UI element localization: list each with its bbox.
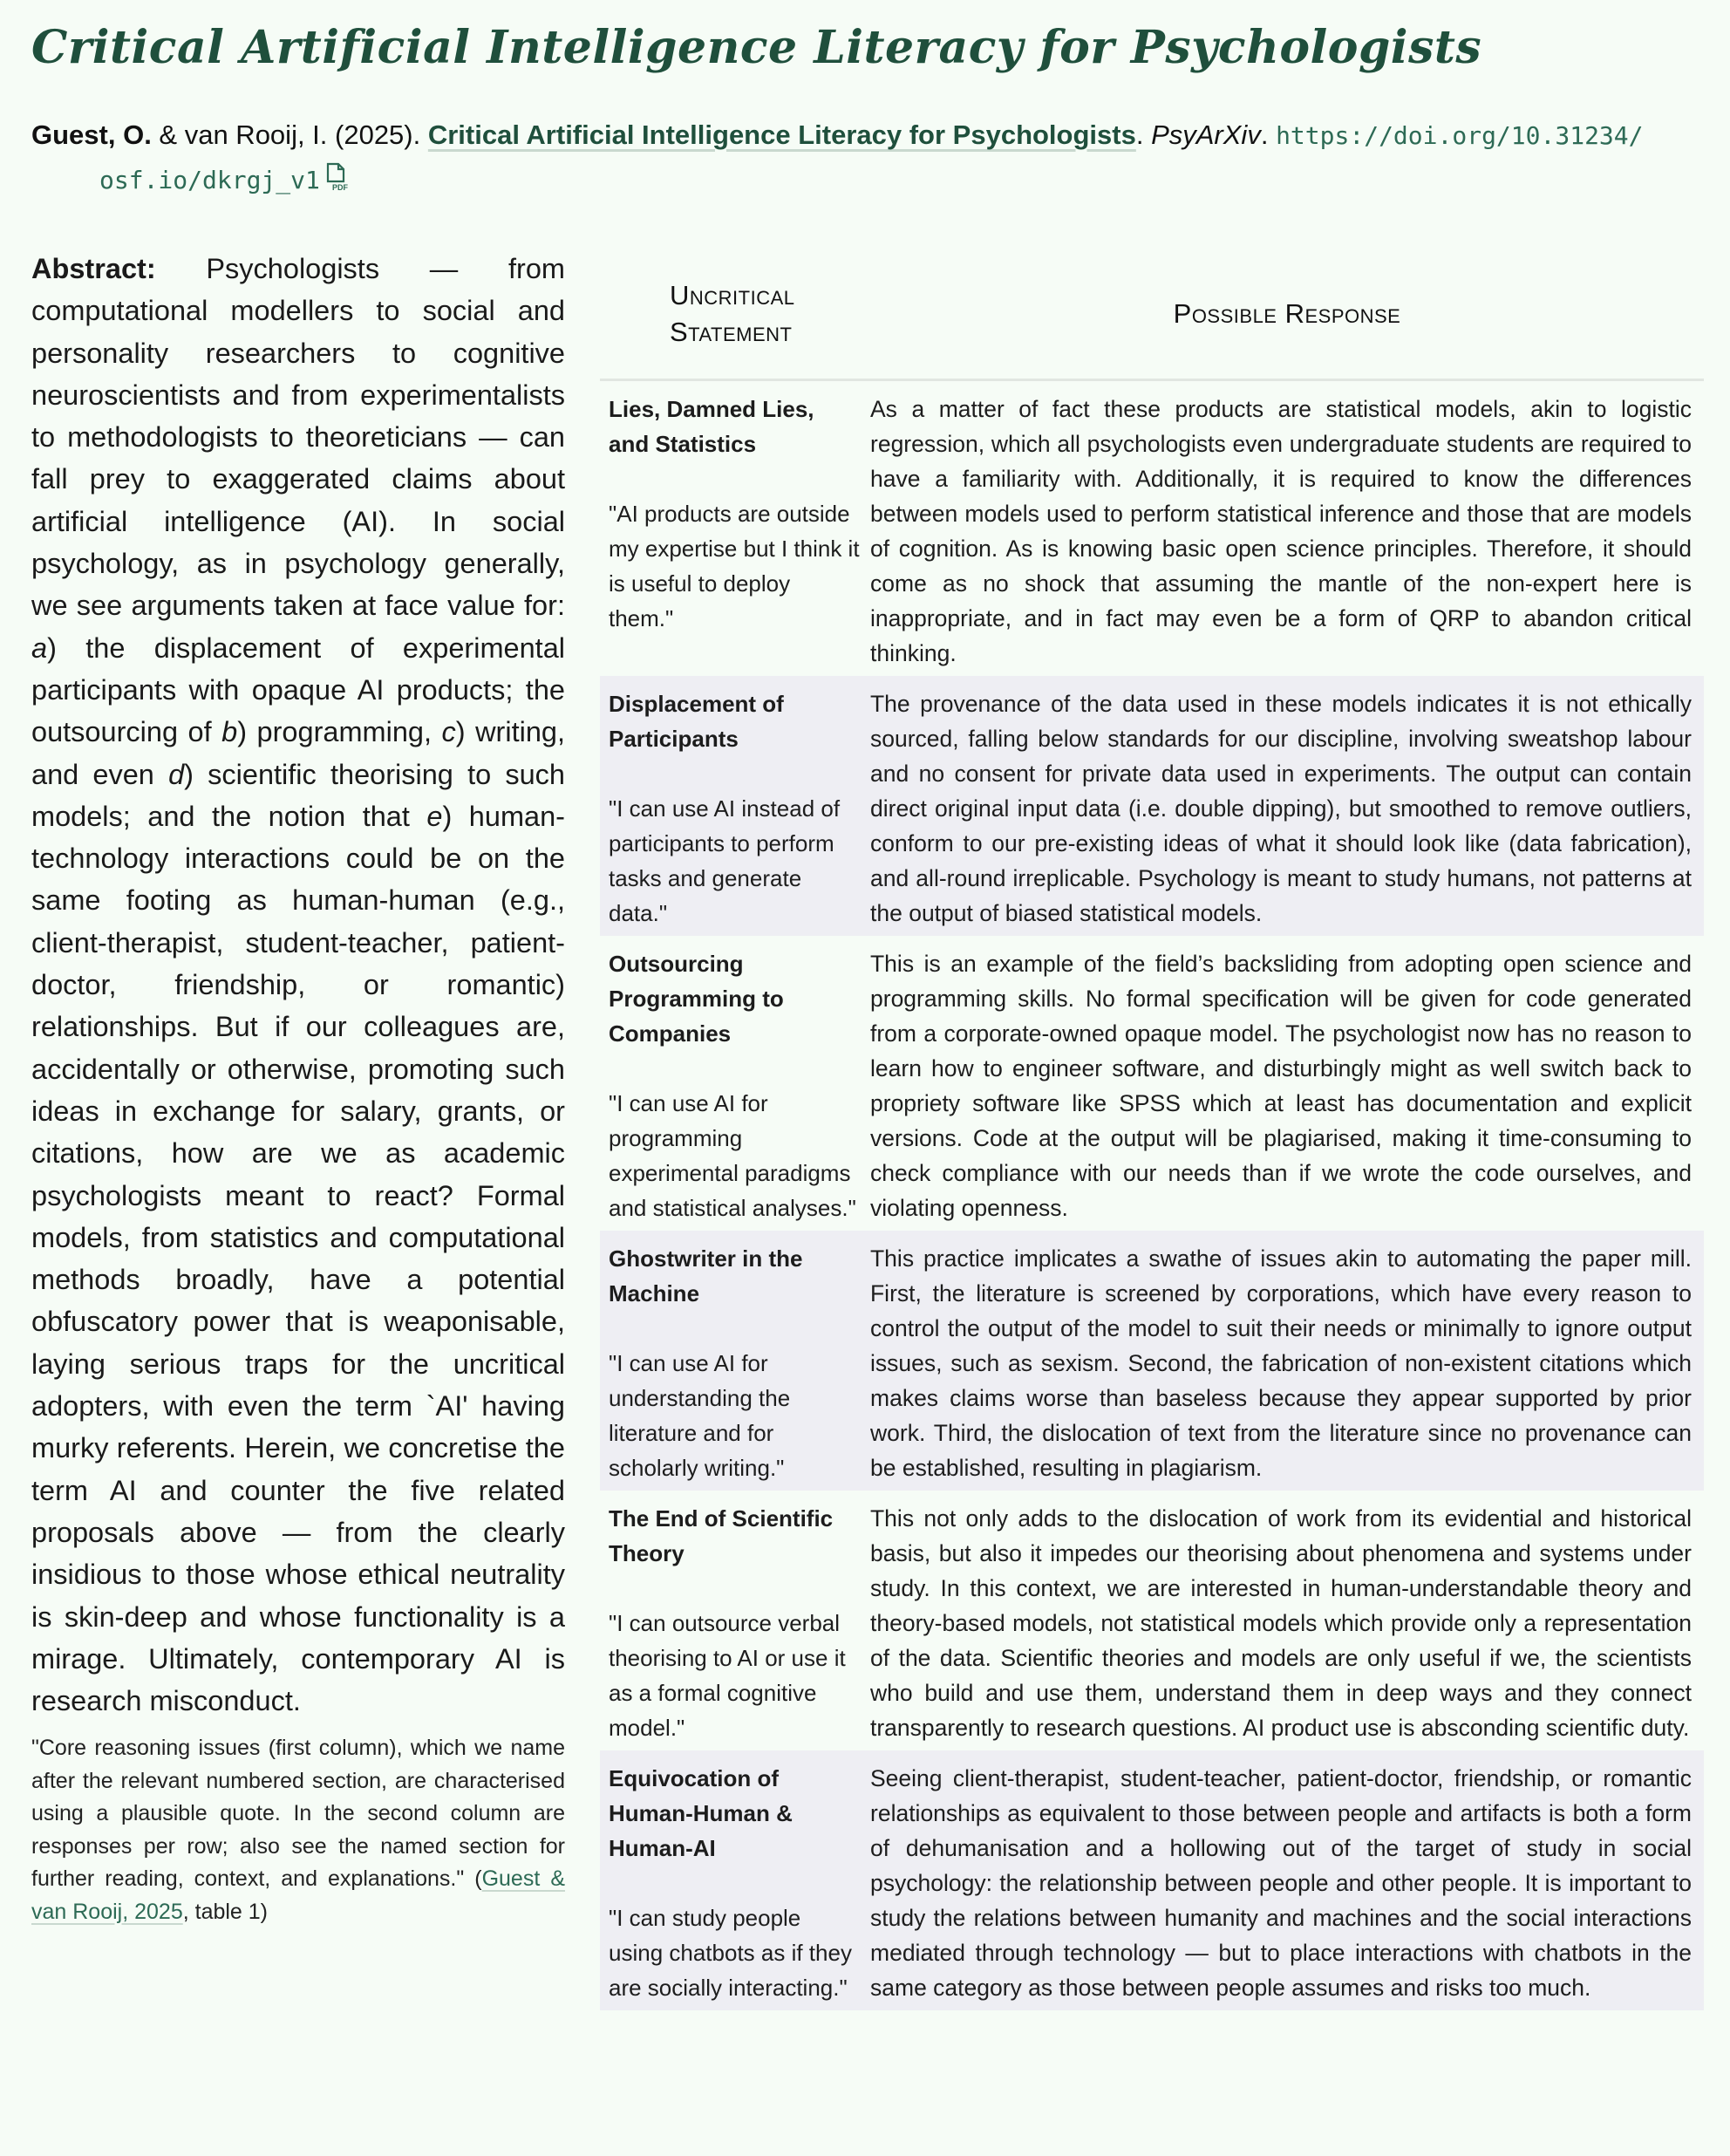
row-title: Lies, Damned Lies, and Statistics [609,396,814,457]
statement-cell [600,1501,870,1745]
row-quote: "I can use AI for understanding the literature and for scholarly writing." [609,1350,791,1481]
row-title: The End of Scientific Theory [609,1505,834,1566]
abstract-marker-a: a [31,631,48,664]
table-row [600,1491,1704,1750]
statement-cell [600,392,870,671]
abstract-text-4: ) scientific theorising to such models; and the notion that [31,758,566,832]
response-cell: As a matter of fact these products are statistical models, akin to logistic regression, which all psychologists even undergraduate students are required to have a familiarity with. Additionally, it is required to know the differences between models used to perform statistical inference and those that are models of cognition. As is knowing basic open science principles. Therefore, it should come as no shock that assuming the mantle of the non-expert here is inappropriate, and in fact may even be a form of QRP to abandon critical thinking. [870,396,1692,666]
column-header-response-label: Possible Response [1173,298,1401,329]
row-title: Ghostwriter in the Machine [609,1245,803,1307]
row-title: Equivocation of Human-Human & Human-AI [609,1765,793,1861]
statement-cell [600,1761,870,2005]
abstract-label: Abstract: [31,253,156,284]
table-row [600,1750,1704,2010]
citation-venue: PsyArXiv [1151,119,1261,150]
table-row [600,936,1704,1231]
abstract [31,248,565,1722]
citation-line-1 [31,113,1697,158]
row-title: Displacement of Participants [609,691,784,752]
caption-reference-link[interactable]: Guest & van Rooij, 2025 [31,1866,565,1924]
column-header-statement-label: Uncritical Statement [670,280,795,347]
statement-cell [600,946,870,1225]
page-title: Critical Artificial Intelligence Literacy for Psychologists [31,21,1482,74]
response-cell: Seeing client-therapist, student-teacher, patient-doctor, friendship, or romantic relationships as equivalent to those between people and artifacts is both a form of dehumanisation and a hollowing out of the target of study in social psychology: the relationship between people and other people. It is important to study the relations between humanity and machines and the social interactions mediated through technology — but to place interactions with chatbots in the same category as those between people assumes and risks too much. [870,1765,1692,2001]
abstract-text-1: ) the displacement of experimental participants with opaque AI products; the outsourcing of [31,631,565,748]
citation-period: . [1135,119,1152,150]
abstract-marker-e: e [426,800,443,832]
response-cell: This practice implicates a swathe of issues akin to automating the paper mill. First, the literature is screened by corporations, which have every reason to control the output of the model to suit their needs or minimally to ignore output issues, such as sexism. Second, the fabrication of non-existent citations which makes claims worse than baseless because they appear supported by prior work. Third, the dislocation of text from the literature since no provenance can be established, resulting in plagiarism. [870,1245,1692,1481]
response-cell: This is an example of the field’s backsliding from adopting open science and programming skills. No formal specification will be given for code generated from a corporate-owned opaque model. The psychologist now has no reason to learn how to engineer software, and disturbingly might as well switch back to propriety software like SPSS which at least has documentation and explicit versions. Code at the output will be plagiarised, making it time-consuming to check compliance with our needs than if we wrote the code ourselves, and violating openness. [870,951,1692,1221]
row-title: Outsourcing Programming to Companies [609,951,784,1047]
abstract-marker-d: d [168,758,185,790]
response-cell: This not only adds to the dislocation of work from its evidential and historical basis, but also it impedes our theorising about phenomena and systems under study. In this context, we are interested in human-understandable theory and theory-based models, not statistical models which provide only a representation of the data. Scientific theories and models are only useful if we, the scientists who build and use them, understand them in deep ways and they connect transparently to research questions. AI product use is absconding scientific duty. [870,1505,1692,1741]
abstract-marker-c: c [441,716,456,748]
table-header [600,249,1704,381]
citation [31,113,1697,205]
doi-link-continued[interactable]: osf.io/dkrgj_v1 [99,166,320,194]
pdf-icon[interactable] [325,161,353,205]
citation-title-link[interactable]: Critical Artificial Intelligence Literacy for Psychologists [427,119,1136,150]
row-quote: "I can study people using chatbots as if they are socially interacting." [609,1905,852,2001]
row-quote: "I can outsource verbal theorising to AI or use it as a formal cognitive model." [609,1610,846,1741]
caption-tail: , table 1) [182,1899,269,1924]
row-quote: "AI products are outside my expertise but I think it is useful to deploy them." [609,501,860,631]
table-row [600,381,1704,676]
statement-cell [600,686,870,931]
caption-text: "Core reasoning issues (first column), which we name after the relevant numbered section, are characterised using a plausible quote. In the second column are responses per row; also see the named section for further reading, context, and explanations." ( [31,1736,565,1891]
table-row [600,1231,1704,1491]
abstract-text-2: ) programming, [237,716,442,748]
abstract-text-5: ) human-technology interactions could be on the same footing as human-human (e.g., client-therapist, student-teacher, patient-doctor, friendship, or romantic) relationships. But if our colleagues are, accidentally or otherwise, promoting such ideas in exchange for salary, grants, or citations, how are we as academic psychologists meant to react? Formal models, from statistics and computational methods broadly, have a potential obfuscatory power that is weaponisable, laying serious traps for the uncritical adopters, with even the term `AI' having murky referents. Herein, we concretise the term AI and counter the five related proposals above — from the clearly insidious to those whose ethical neutrality is skin-deep and whose functionality is a mirage. Ultimately, contemporary AI is research misconduct. [31,800,565,1717]
abstract-marker-b: b [221,716,238,748]
table-caption [31,1732,565,1928]
citation-author: Guest, O. [31,119,152,150]
abstract-text-0: Psychologists — from computational modellers to social and personality researchers to cognitive neuroscientists and from experimentalists to methodologists to theoreticians — can fall prey to exaggerated claims about artificial intelligence (AI). In social psychology, as in psychology generally, we see arguments taken at face value for: [31,253,565,622]
row-quote: "I can use AI instead of participants to perform tasks and generate data." [609,795,841,926]
statement-cell [600,1241,870,1485]
doi-link[interactable]: https://doi.org/10.31234/ [1276,121,1644,150]
abstract-text-3: ) writing, and even [31,716,566,790]
response-table [600,249,1704,2010]
citation-venue-period: . [1260,119,1277,150]
response-cell: The provenance of the data used in these models indicates it is not ethically sourced, falling below standards for our discipline, involving sweatshop labour and no consent for private data used in experiments. The output can contain direct original input data (i.e. double dipping), but smoothed to remove outliers, conform to our pre-existing ideas of what it should look like (data fabrication), and all-round irreplicable. Psychology is meant to study humans, not patterns at the output of biased statistical models. [870,691,1692,926]
row-quote: "I can use AI for programming experimental paradigms and statistical analyses." [609,1090,856,1221]
column-header-statement [600,249,870,379]
svg-text:PDF: PDF [331,183,348,192]
citation-coauthor-year: & van Rooij, I. (2025). [151,119,428,150]
column-header-response [870,249,1704,379]
citation-line-2 [31,158,1697,205]
table-row [600,676,1704,936]
